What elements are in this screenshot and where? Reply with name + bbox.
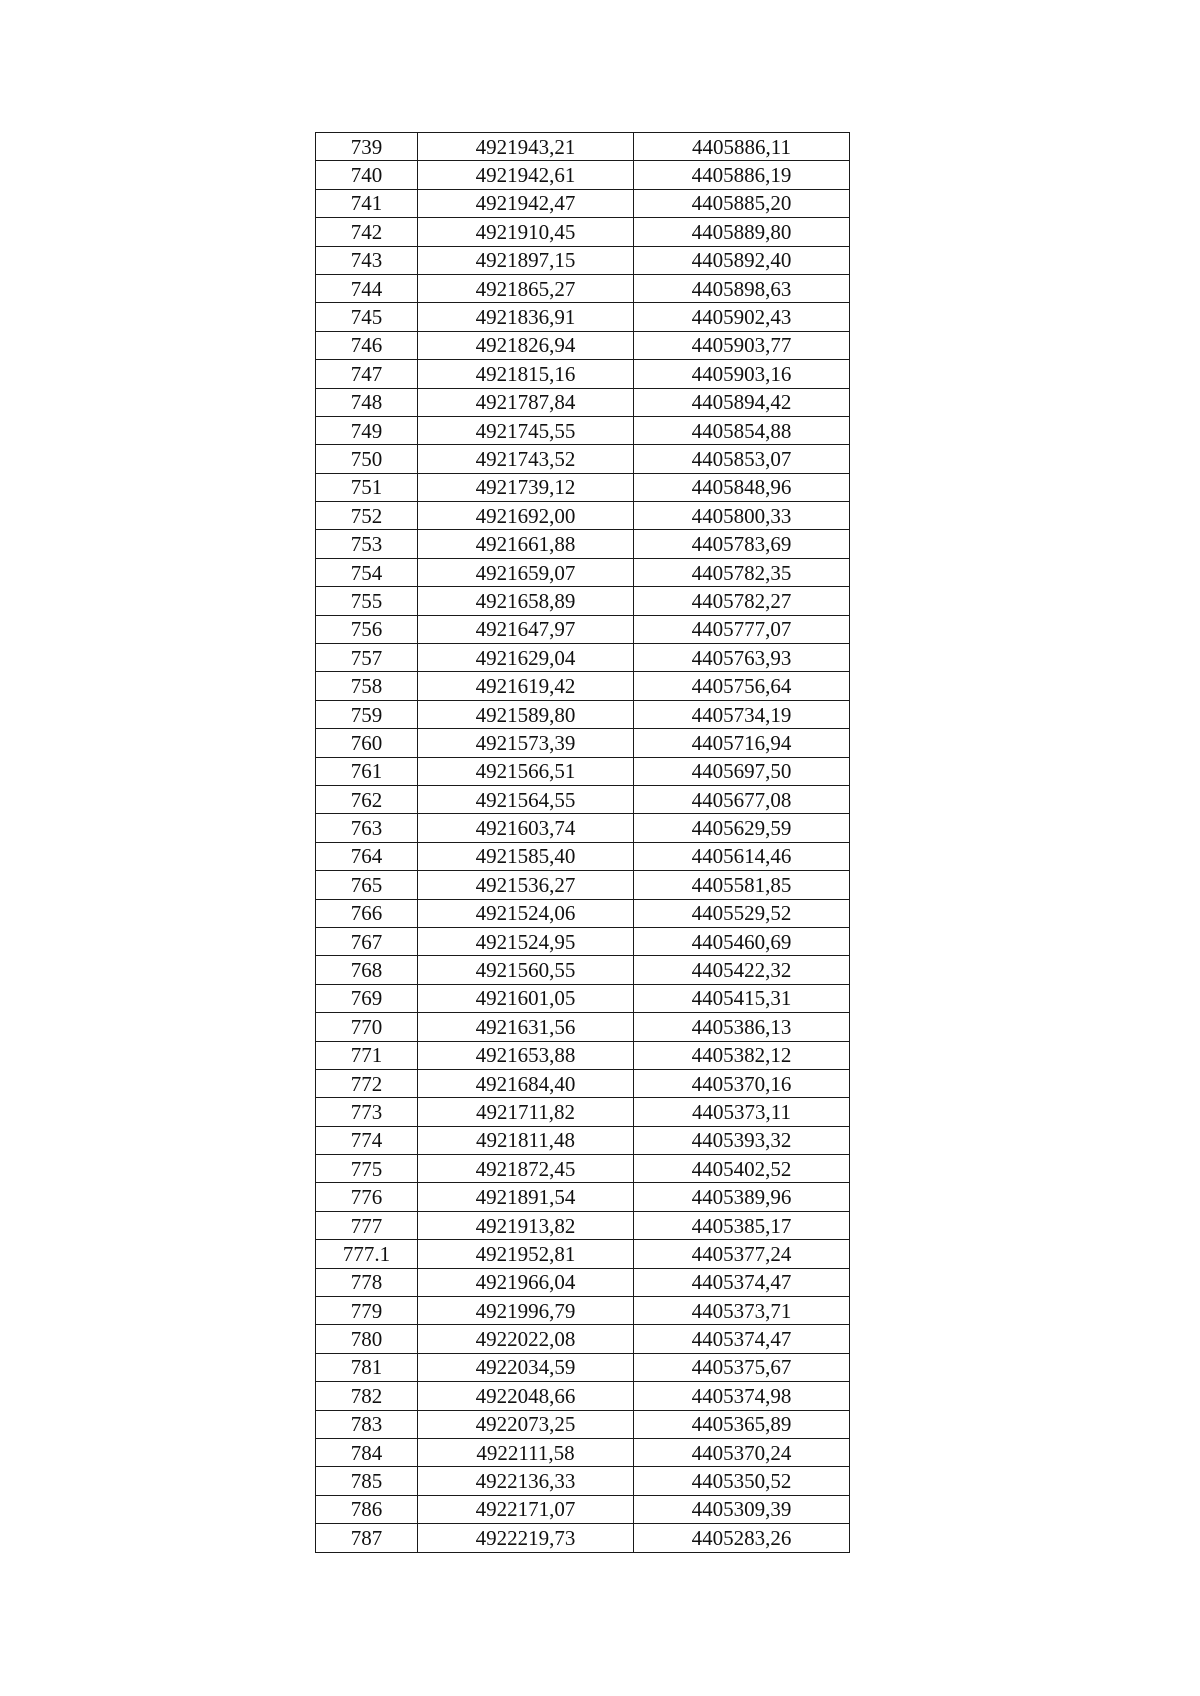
point-number-cell: 745 (316, 303, 418, 331)
x-coordinate-cell: 4921811,48 (418, 1126, 634, 1154)
table-row (316, 1410, 850, 1438)
table-row (316, 1069, 850, 1097)
y-coordinate-cell: 4405629,59 (634, 814, 850, 842)
y-coordinate-cell: 4405903,16 (634, 360, 850, 388)
point-number-cell: 777.1 (316, 1240, 418, 1268)
table-row (316, 757, 850, 785)
x-coordinate-cell: 4921692,00 (418, 502, 634, 530)
point-number-cell: 740 (316, 161, 418, 189)
point-number-cell: 763 (316, 814, 418, 842)
y-coordinate-cell: 4405529,52 (634, 899, 850, 927)
y-coordinate-cell: 4405386,13 (634, 1013, 850, 1041)
point-number-cell: 787 (316, 1524, 418, 1552)
table-row (316, 1382, 850, 1410)
table-row (316, 1297, 850, 1325)
point-number-cell: 747 (316, 360, 418, 388)
point-number-cell: 755 (316, 587, 418, 615)
table-row (316, 984, 850, 1012)
point-number-cell: 784 (316, 1438, 418, 1466)
y-coordinate-cell: 4405581,85 (634, 871, 850, 899)
coordinates-table (315, 132, 850, 1553)
y-coordinate-cell: 4405782,27 (634, 587, 850, 615)
table-row (316, 899, 850, 927)
y-coordinate-cell: 4405374,98 (634, 1382, 850, 1410)
y-coordinate-cell: 4405892,40 (634, 246, 850, 274)
table-row (316, 360, 850, 388)
table-row (316, 1467, 850, 1495)
point-number-cell: 780 (316, 1325, 418, 1353)
table-row (316, 1126, 850, 1154)
x-coordinate-cell: 4921560,55 (418, 956, 634, 984)
point-number-cell: 782 (316, 1382, 418, 1410)
y-coordinate-cell: 4405460,69 (634, 927, 850, 955)
point-number-cell: 777 (316, 1211, 418, 1239)
x-coordinate-cell: 4921536,27 (418, 871, 634, 899)
x-coordinate-cell: 4921815,16 (418, 360, 634, 388)
point-number-cell: 775 (316, 1155, 418, 1183)
y-coordinate-cell: 4405734,19 (634, 700, 850, 728)
table-row (316, 331, 850, 359)
table-row (316, 416, 850, 444)
point-number-cell: 743 (316, 246, 418, 274)
y-coordinate-cell: 4405377,24 (634, 1240, 850, 1268)
table-row (316, 502, 850, 530)
y-coordinate-cell: 4405415,31 (634, 984, 850, 1012)
y-coordinate-cell: 4405894,42 (634, 388, 850, 416)
table-row (316, 530, 850, 558)
table-row (316, 558, 850, 586)
x-coordinate-cell: 4922136,33 (418, 1467, 634, 1495)
table-row (316, 133, 850, 161)
point-number-cell: 749 (316, 416, 418, 444)
y-coordinate-cell: 4405782,35 (634, 558, 850, 586)
table-row (316, 1325, 850, 1353)
point-number-cell: 786 (316, 1495, 418, 1523)
point-number-cell: 769 (316, 984, 418, 1012)
point-number-cell: 770 (316, 1013, 418, 1041)
table-row (316, 814, 850, 842)
y-coordinate-cell: 4405800,33 (634, 502, 850, 530)
y-coordinate-cell: 4405763,93 (634, 644, 850, 672)
x-coordinate-cell: 4922022,08 (418, 1325, 634, 1353)
table-row (316, 445, 850, 473)
table-row (316, 729, 850, 757)
y-coordinate-cell: 4405389,96 (634, 1183, 850, 1211)
y-coordinate-cell: 4405848,96 (634, 473, 850, 501)
x-coordinate-cell: 4921943,21 (418, 133, 634, 161)
point-number-cell: 762 (316, 785, 418, 813)
table-row (316, 1524, 850, 1552)
x-coordinate-cell: 4921629,04 (418, 644, 634, 672)
x-coordinate-cell: 4921711,82 (418, 1098, 634, 1126)
point-number-cell: 742 (316, 218, 418, 246)
x-coordinate-cell: 4921743,52 (418, 445, 634, 473)
table-row (316, 218, 850, 246)
point-number-cell: 765 (316, 871, 418, 899)
x-coordinate-cell: 4922073,25 (418, 1410, 634, 1438)
x-coordinate-cell: 4921524,95 (418, 927, 634, 955)
table-row (316, 1155, 850, 1183)
table-row (316, 303, 850, 331)
table-row (316, 189, 850, 217)
point-number-cell: 757 (316, 644, 418, 672)
point-number-cell: 781 (316, 1353, 418, 1381)
y-coordinate-cell: 4405373,71 (634, 1297, 850, 1325)
x-coordinate-cell: 4921653,88 (418, 1041, 634, 1069)
y-coordinate-cell: 4405402,52 (634, 1155, 850, 1183)
y-coordinate-cell: 4405374,47 (634, 1268, 850, 1296)
x-coordinate-cell: 4921619,42 (418, 672, 634, 700)
y-coordinate-cell: 4405350,52 (634, 1467, 850, 1495)
x-coordinate-cell: 4921826,94 (418, 331, 634, 359)
y-coordinate-cell: 4405614,46 (634, 842, 850, 870)
x-coordinate-cell: 4921573,39 (418, 729, 634, 757)
x-coordinate-cell: 4922171,07 (418, 1495, 634, 1523)
point-number-cell: 764 (316, 842, 418, 870)
table-row (316, 1495, 850, 1523)
table-row (316, 700, 850, 728)
y-coordinate-cell: 4405854,88 (634, 416, 850, 444)
point-number-cell: 744 (316, 274, 418, 302)
point-number-cell: 750 (316, 445, 418, 473)
x-coordinate-cell: 4921603,74 (418, 814, 634, 842)
y-coordinate-cell: 4405777,07 (634, 615, 850, 643)
y-coordinate-cell: 4405716,94 (634, 729, 850, 757)
x-coordinate-cell: 4921684,40 (418, 1069, 634, 1097)
x-coordinate-cell: 4921942,61 (418, 161, 634, 189)
x-coordinate-cell: 4921836,91 (418, 303, 634, 331)
point-number-cell: 761 (316, 757, 418, 785)
y-coordinate-cell: 4405902,43 (634, 303, 850, 331)
x-coordinate-cell: 4921913,82 (418, 1211, 634, 1239)
table-row (316, 1211, 850, 1239)
x-coordinate-cell: 4921897,15 (418, 246, 634, 274)
y-coordinate-cell: 4405903,77 (634, 331, 850, 359)
point-number-cell: 753 (316, 530, 418, 558)
x-coordinate-cell: 4922111,58 (418, 1438, 634, 1466)
y-coordinate-cell: 4405677,08 (634, 785, 850, 813)
table-row (316, 956, 850, 984)
x-coordinate-cell: 4921865,27 (418, 274, 634, 302)
x-coordinate-cell: 4921658,89 (418, 587, 634, 615)
point-number-cell: 752 (316, 502, 418, 530)
point-number-cell: 746 (316, 331, 418, 359)
y-coordinate-cell: 4405309,39 (634, 1495, 850, 1523)
table-row (316, 1013, 850, 1041)
table-row (316, 927, 850, 955)
y-coordinate-cell: 4405393,32 (634, 1126, 850, 1154)
y-coordinate-cell: 4405889,80 (634, 218, 850, 246)
table-row (316, 246, 850, 274)
coordinates-table-body (316, 133, 850, 1553)
y-coordinate-cell: 4405375,67 (634, 1353, 850, 1381)
point-number-cell: 773 (316, 1098, 418, 1126)
table-row (316, 1240, 850, 1268)
x-coordinate-cell: 4921872,45 (418, 1155, 634, 1183)
x-coordinate-cell: 4921891,54 (418, 1183, 634, 1211)
point-number-cell: 774 (316, 1126, 418, 1154)
table-row (316, 1268, 850, 1296)
x-coordinate-cell: 4921585,40 (418, 842, 634, 870)
y-coordinate-cell: 4405885,20 (634, 189, 850, 217)
x-coordinate-cell: 4921601,05 (418, 984, 634, 1012)
table-row (316, 473, 850, 501)
x-coordinate-cell: 4921566,51 (418, 757, 634, 785)
x-coordinate-cell: 4921524,06 (418, 899, 634, 927)
table-row (316, 1353, 850, 1381)
point-number-cell: 754 (316, 558, 418, 586)
point-number-cell: 772 (316, 1069, 418, 1097)
point-number-cell: 785 (316, 1467, 418, 1495)
table-row (316, 587, 850, 615)
y-coordinate-cell: 4405886,11 (634, 133, 850, 161)
table-row (316, 871, 850, 899)
x-coordinate-cell: 4921787,84 (418, 388, 634, 416)
y-coordinate-cell: 4405697,50 (634, 757, 850, 785)
y-coordinate-cell: 4405373,11 (634, 1098, 850, 1126)
x-coordinate-cell: 4922034,59 (418, 1353, 634, 1381)
table-row (316, 1098, 850, 1126)
y-coordinate-cell: 4405886,19 (634, 161, 850, 189)
table-row (316, 388, 850, 416)
x-coordinate-cell: 4921996,79 (418, 1297, 634, 1325)
point-number-cell: 768 (316, 956, 418, 984)
table-row (316, 672, 850, 700)
point-number-cell: 779 (316, 1297, 418, 1325)
table-row (316, 785, 850, 813)
x-coordinate-cell: 4921631,56 (418, 1013, 634, 1041)
y-coordinate-cell: 4405422,32 (634, 956, 850, 984)
y-coordinate-cell: 4405898,63 (634, 274, 850, 302)
table-row (316, 1183, 850, 1211)
x-coordinate-cell: 4921952,81 (418, 1240, 634, 1268)
x-coordinate-cell: 4921589,80 (418, 700, 634, 728)
y-coordinate-cell: 4405374,47 (634, 1325, 850, 1353)
y-coordinate-cell: 4405853,07 (634, 445, 850, 473)
table-row (316, 1438, 850, 1466)
x-coordinate-cell: 4921739,12 (418, 473, 634, 501)
y-coordinate-cell: 4405385,17 (634, 1211, 850, 1239)
x-coordinate-cell: 4922048,66 (418, 1382, 634, 1410)
y-coordinate-cell: 4405370,24 (634, 1438, 850, 1466)
y-coordinate-cell: 4405283,26 (634, 1524, 850, 1552)
x-coordinate-cell: 4921564,55 (418, 785, 634, 813)
table-row (316, 644, 850, 672)
table-row (316, 161, 850, 189)
point-number-cell: 783 (316, 1410, 418, 1438)
point-number-cell: 759 (316, 700, 418, 728)
point-number-cell: 776 (316, 1183, 418, 1211)
point-number-cell: 760 (316, 729, 418, 757)
point-number-cell: 758 (316, 672, 418, 700)
point-number-cell: 767 (316, 927, 418, 955)
table-row (316, 615, 850, 643)
point-number-cell: 771 (316, 1041, 418, 1069)
point-number-cell: 751 (316, 473, 418, 501)
y-coordinate-cell: 4405756,64 (634, 672, 850, 700)
x-coordinate-cell: 4921966,04 (418, 1268, 634, 1296)
point-number-cell: 778 (316, 1268, 418, 1296)
y-coordinate-cell: 4405382,12 (634, 1041, 850, 1069)
table-row (316, 274, 850, 302)
y-coordinate-cell: 4405365,89 (634, 1410, 850, 1438)
point-number-cell: 739 (316, 133, 418, 161)
x-coordinate-cell: 4921659,07 (418, 558, 634, 586)
x-coordinate-cell: 4921745,55 (418, 416, 634, 444)
point-number-cell: 741 (316, 189, 418, 217)
table-row (316, 1041, 850, 1069)
point-number-cell: 766 (316, 899, 418, 927)
x-coordinate-cell: 4921942,47 (418, 189, 634, 217)
y-coordinate-cell: 4405370,16 (634, 1069, 850, 1097)
x-coordinate-cell: 4921647,97 (418, 615, 634, 643)
point-number-cell: 748 (316, 388, 418, 416)
x-coordinate-cell: 4921910,45 (418, 218, 634, 246)
x-coordinate-cell: 4921661,88 (418, 530, 634, 558)
y-coordinate-cell: 4405783,69 (634, 530, 850, 558)
point-number-cell: 756 (316, 615, 418, 643)
table-row (316, 842, 850, 870)
x-coordinate-cell: 4922219,73 (418, 1524, 634, 1552)
